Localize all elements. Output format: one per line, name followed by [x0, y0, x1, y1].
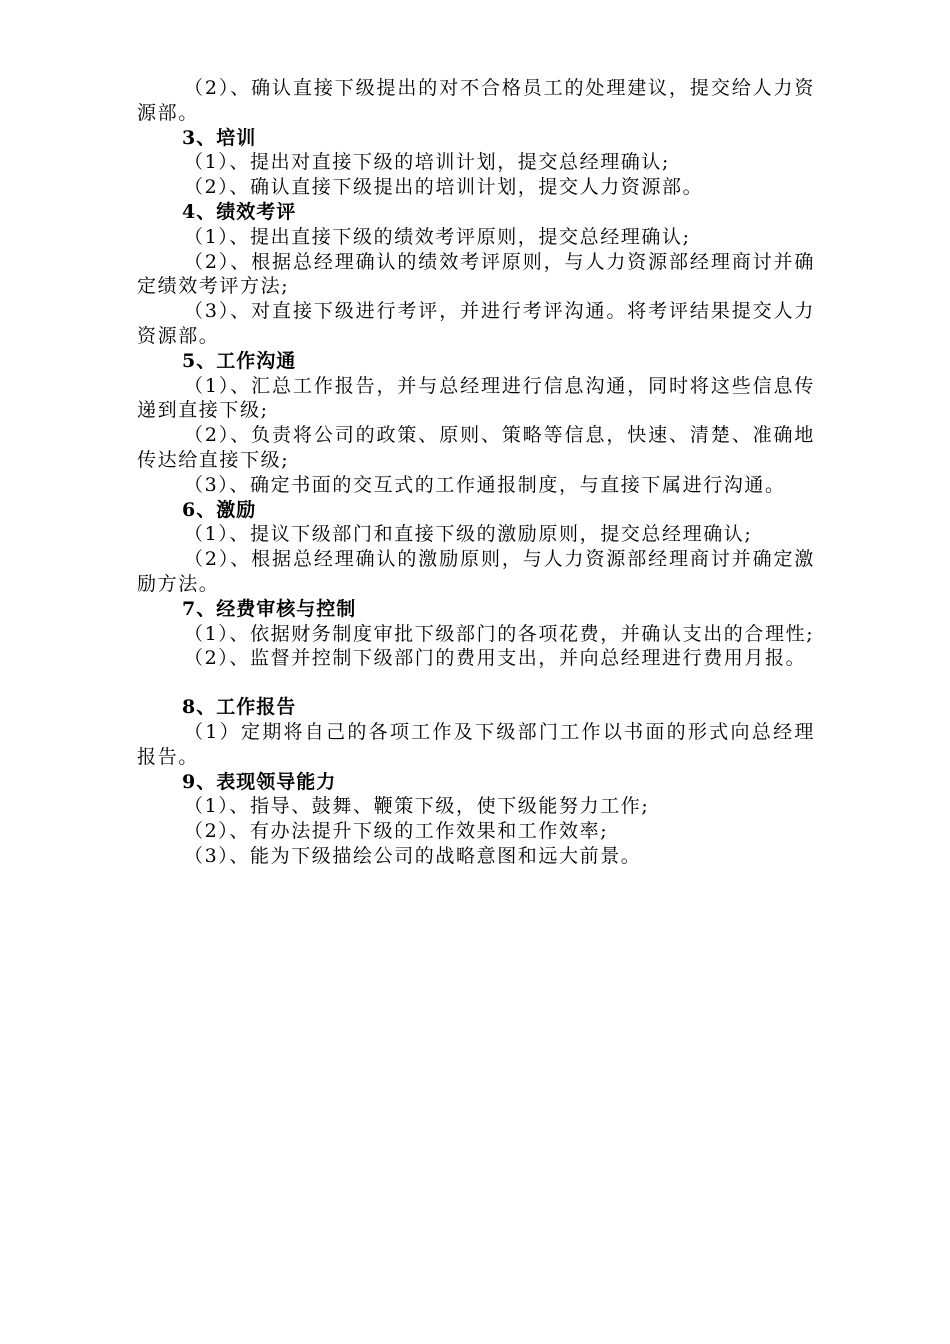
- paragraph: （2）、根据总经理确认的激励原则，与人力资源部经理商讨并确定激励方法。: [137, 548, 815, 595]
- section-heading-incentive: 6、激励: [182, 498, 257, 521]
- paragraph: （2）、确认直接下级提出的培训计划，提交人力资源部。: [184, 176, 704, 199]
- paragraph: （2）、根据总经理确认的绩效考评原则，与人力资源部经理商讨并确定绩效考评方法;: [137, 250, 815, 298]
- section-heading-communication: 5、工作沟通: [182, 349, 297, 372]
- paragraph: （3）、确定书面的交互式的工作通报制度，与直接下属进行沟通。: [184, 473, 786, 496]
- paragraph: （1）、汇总工作报告，并与总经理进行信息沟通，同时将这些信息传递到直接下级;: [137, 374, 815, 422]
- document-page: [137, 76, 815, 869]
- paragraph: （3）、能为下级描绘公司的战略意图和远大前景。: [184, 844, 642, 867]
- paragraph: （1）、提议下级部门和直接下级的激励原则，提交总经理确认;: [184, 523, 753, 546]
- section-heading-leadership: 9、表现领导能力: [182, 770, 337, 793]
- blank-line: [137, 671, 815, 695]
- paragraph: （1）、依据财务制度审批下级部门的各项花费，并确认支出的合理性;: [184, 622, 815, 645]
- section-heading-performance: 4、绩效考评: [182, 200, 297, 223]
- section-heading-expense-control: 7、经费审核与控制: [182, 597, 357, 620]
- paragraph: （1）、提出直接下级的绩效考评原则，提交总经理确认;: [184, 225, 691, 248]
- paragraph: （2）、负责将公司的政策、原则、策略等信息，快速、清楚、准确地传达给直接下级;: [137, 424, 815, 471]
- paragraph: （3）、对直接下级进行考评，并进行考评沟通。将考评结果提交人力资源部。: [137, 300, 815, 347]
- paragraph: （2）、有办法提升下级的工作效果和工作效率;: [184, 820, 609, 843]
- section-heading-training: 3、培训: [182, 126, 257, 149]
- paragraph: （1）定期将自己的各项工作及下级部门工作以书面的形式向总经理报告。: [137, 720, 815, 768]
- paragraph: （1）、提出对直接下级的培训计划，提交总经理确认;: [184, 151, 670, 174]
- paragraph: （2）、监督并控制下级部门的费用支出，并向总经理进行费用月报。: [184, 647, 807, 670]
- paragraph: （2）、确认直接下级提出的对不合格员工的处理建议，提交给人力资源部。: [137, 77, 815, 124]
- section-heading-work-report: 8、工作报告: [182, 696, 297, 719]
- paragraph: （1）、指导、鼓舞、鞭策下级，使下级能努力工作;: [184, 795, 650, 818]
